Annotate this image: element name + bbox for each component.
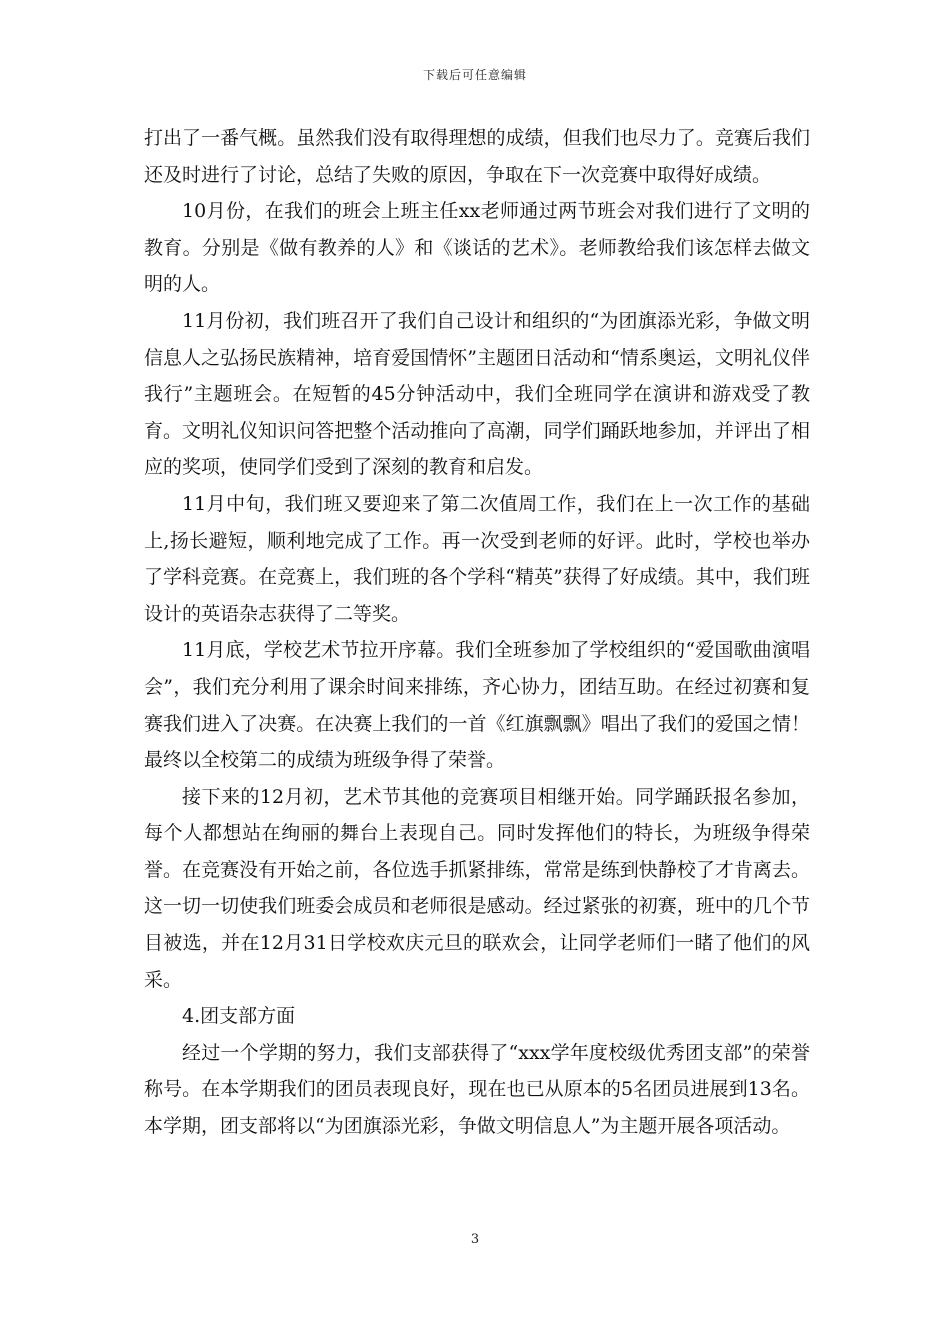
paragraph-october: 10月份，在我们的班会上班主任xx老师通过两节班会对我们进行了文明的教育。分别是《做有教养的人》和《谈话的艺术》。老师教给我们该怎样去做文明的人。 [144, 200, 810, 296]
paragraph-november-early: 11月份初，我们班召开了我们自己设计和组织的“为团旗添光彩，争做文明信息人之弘扬民族精神，培育爱国情怀”主题团日活动和“情系奥运，文明礼仪伴我行”主题班会。在短暂的45分钟活动中，我们全班同学在演讲和游戏受了教育。文明礼仪知识问答把整个活动推向了高潮，同学们踊跃地参加，并评出了相应的奖项，使同学们受到了深刻的教育和启发。 [144, 309, 810, 479]
paragraph-december: 接下来的12月初，艺术节其他的竞赛项目相继开始。同学踊跃报名参加，每个人都想站在绚丽的舞台上表现自己。同时发挥他们的特长，为班级争得荣誉。在竞赛没有开始之前，各位选手抓紧排练，常常是练到快静校了才肯离去。这一切一切使我们班委会成员和老师很是感动。经过紧张的初赛，班中的几个节目被选，并在12月31日学校欢庆元旦的联欢会，让同学老师们一睹了他们的风采。 [144, 785, 810, 991]
paragraph-november-end: 11月底，学校艺术节拉开序幕。我们全班参加了学校组织的“爱国歌曲演唱会”，我们充分利用了课余时间来排练，齐心协力，团结互助。在经过初赛和复赛我们进入了决赛。在决赛上我们的一首《红旗飘飘》唱出了我们的爱国之情！最终以全校第二的成绩为班级争得了荣誉。 [144, 639, 810, 772]
page-header: 下载后可任意编辑 [422, 68, 527, 82]
paragraph-november-mid: 11月中旬，我们班又要迎来了第二次值周工作，我们在上一次工作的基础上,扬长避短，顺利地完成了工作。再一次受到老师的好评。此时，学校也举办了学科竞赛。在竞赛上，我们班的各个学科“精英”获得了好成绩。其中，我们班设计的英语杂志获得了二等奖。 [144, 492, 810, 625]
section-heading-league-branch: 4.团支部方面 [182, 1005, 296, 1028]
page-number: 3 [470, 1232, 480, 1247]
document-body [144, 120, 810, 1145]
paragraph-continued: 打出了一番气概。虽然我们没有取得理想的成绩，但我们也尽力了。竞赛后我们还及时进行了讨论，总结了失败的原因，争取在下一次竞赛中取得好成绩。 [144, 127, 810, 186]
paragraph-league-branch: 经过一个学期的努力，我们支部获得了“xxx学年度校级优秀团支部”的荣誉称号。在本学期我们的团员表现良好，现在也已从原本的5名团员进展到13名。本学期，团支部将以“为团旗添光彩，争做文明信息人”为主题开展各项活动。 [144, 1041, 810, 1138]
